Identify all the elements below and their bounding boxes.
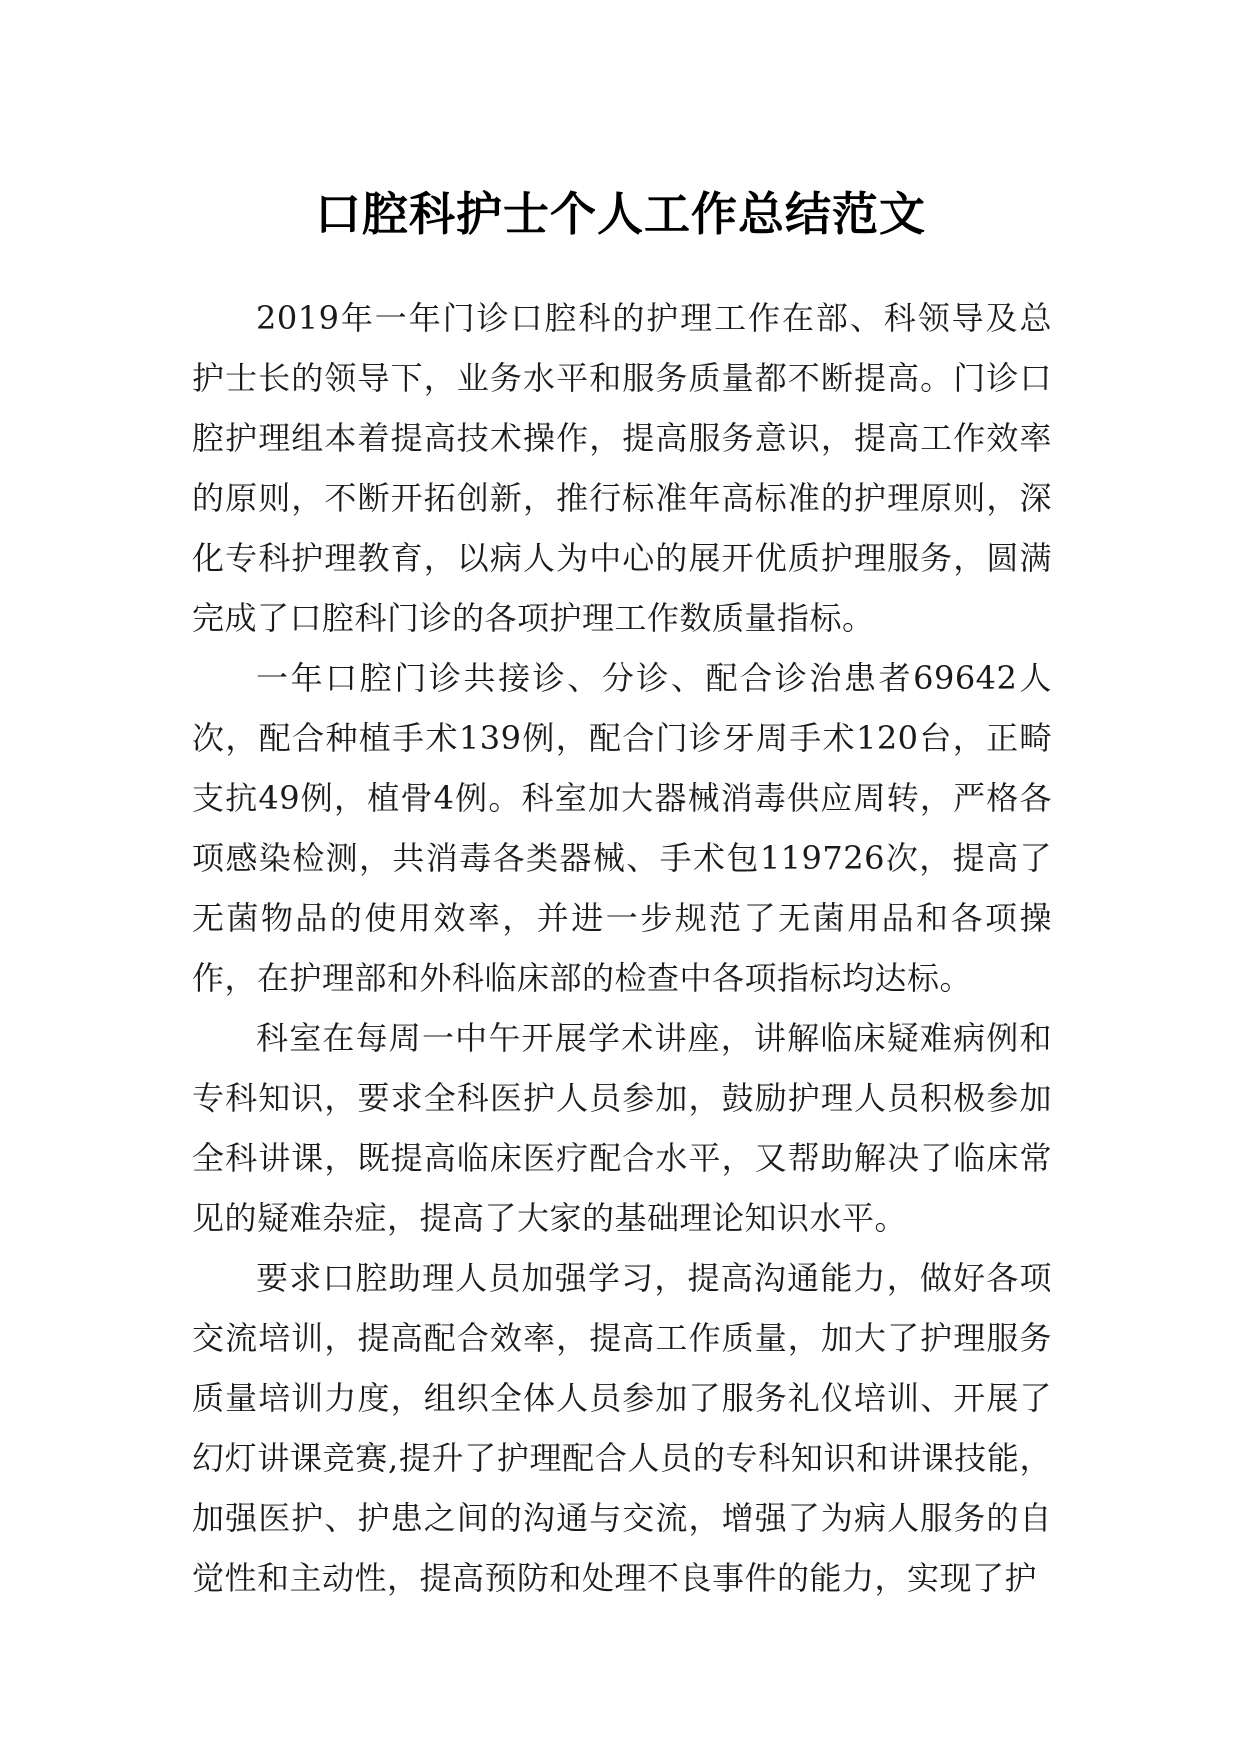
paragraph-4: 要求口腔助理人员加强学习，提高沟通能力，做好各项交流培训，提高配合效率，提高工作质量，加大了护理服务质量培训力度，组织全体人员参加了服务礼仪培训、开展了幻灯讲课竞赛,提升了护理配合人员的专科知识和讲课技能，加强医护、护患之间的沟通与交流，增强了为病人服务的自觉性和主动性，提高预防和处理不良事件的能力，实现了护 — [192, 1259, 1052, 1597]
paragraph-1: 2019年一年门诊口腔科的护理工作在部、科领导及总护士长的领导下，业务水平和服务质量都不断提高。门诊口腔护理组本着提高技术操作，提高服务意识，提高工作效率的原则，不断开拓创新，推行标准年高标准的护理原则，深化专科护理教育，以病人为中心的展开优质护理服务，圆满完成了口腔科门诊的各项护理工作数质量指标。 — [192, 299, 1052, 637]
paragraph-3: 科室在每周一中午开展学术讲座，讲解临床疑难病例和专科知识，要求全科医护人员参加，鼓励护理人员积极参加全科讲课，既提高临床医疗配合水平，又帮助解决了临床常见的疑难杂症，提高了大家的基础理论知识水平。 — [192, 1019, 1052, 1237]
document-title: 口腔科护士个人工作总结范文 — [315, 186, 926, 241]
document-body — [192, 288, 1052, 1608]
paragraph-2: 一年口腔门诊共接诊、分诊、配合诊治患者69642人次，配合种植手术139例，配合门诊牙周手术120台，正畸支抗49例，植骨4例。科室加大器械消毒供应周转，严格各项感染检测，共消毒各类器械、手术包119726次，提高了无菌物品的使用效率，并进一步规范了无菌用品和各项操作，在护理部和外科临床部的检查中各项指标均达标。 — [192, 659, 1052, 997]
